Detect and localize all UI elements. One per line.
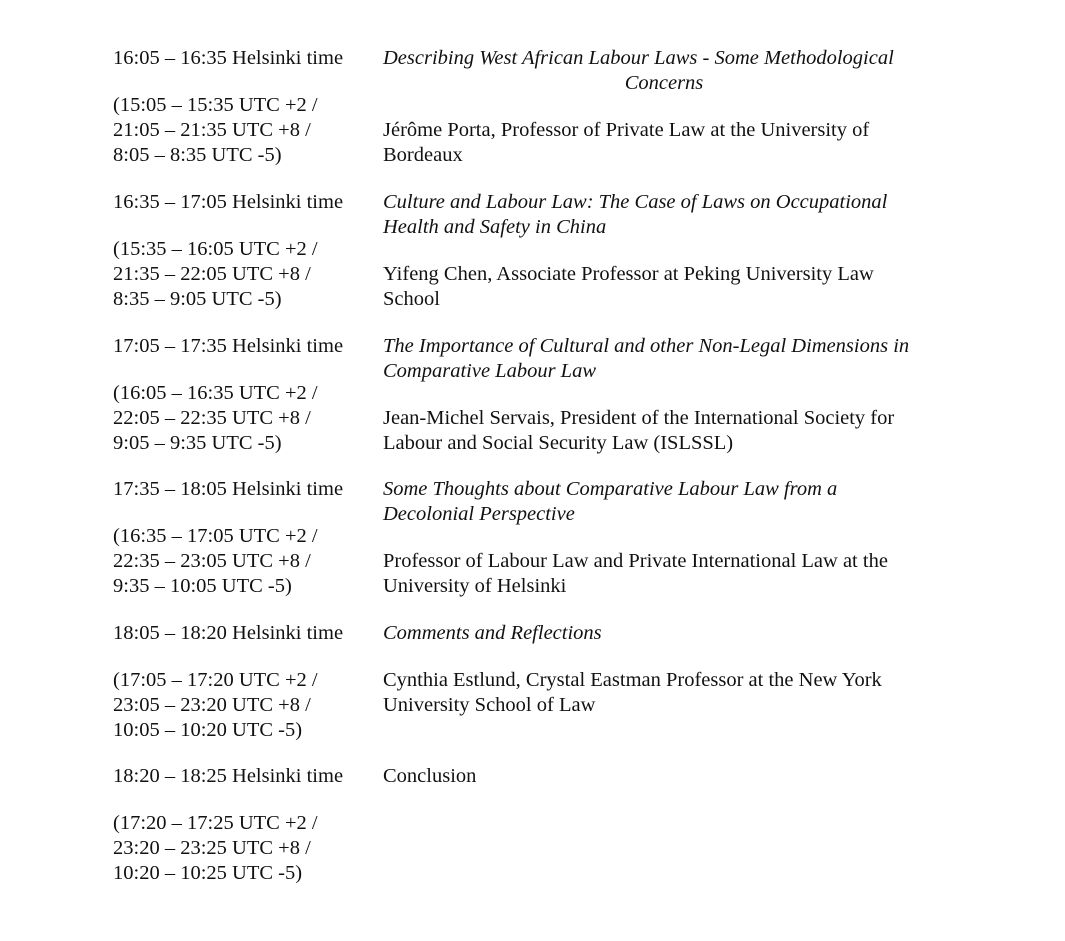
session-time: 17:35 – 18:05 Helsinki time: [113, 478, 344, 500]
session-title: Comments and Reflections: [383, 622, 602, 644]
session-time: 18:20 – 18:25 Helsinki time: [113, 765, 344, 787]
session-speaker-cont: Labour and Social Security Law (ISLSSL): [383, 432, 734, 454]
utc-line: (17:20 – 17:25 UTC +2 /: [113, 812, 318, 834]
session-time: 16:05 – 16:35 Helsinki time: [113, 47, 344, 69]
utc-line: 21:05 – 21:35 UTC +8 /: [113, 119, 311, 141]
session-title: Culture and Labour Law: The Case of Laws on Occupational: [383, 191, 888, 213]
utc-line: 10:20 – 10:25 UTC -5): [113, 862, 303, 884]
session-speaker: Jérôme Porta, Professor of Private Law at the University of: [383, 119, 870, 141]
session-title: Describing West African Labour Laws - Some Methodological: [383, 47, 894, 69]
session-title-cont: Comparative Labour Law: [383, 360, 596, 382]
session-speaker: Yifeng Chen, Associate Professor at Peking University Law: [383, 263, 874, 285]
session-time: 17:05 – 17:35 Helsinki time: [113, 335, 344, 357]
session-speaker-cont: University School of Law: [383, 694, 596, 716]
session-time: 18:05 – 18:20 Helsinki time: [113, 622, 344, 644]
utc-line: 10:05 – 10:20 UTC -5): [113, 719, 303, 741]
session-speaker-cont: University of Helsinki: [383, 575, 567, 597]
session-speaker-cont: Bordeaux: [383, 144, 463, 166]
utc-line: (17:05 – 17:20 UTC +2 /: [113, 669, 318, 691]
session-title-cont: Concerns: [624, 72, 704, 94]
session-title: Some Thoughts about Comparative Labour Law from a: [383, 478, 838, 500]
session-title: The Importance of Cultural and other Non-Legal Dimensions in: [383, 335, 910, 357]
session-speaker: Professor of Labour Law and Private International Law at the: [383, 550, 888, 572]
utc-line: 9:05 – 9:35 UTC -5): [113, 432, 282, 454]
utc-line: (15:05 – 15:35 UTC +2 /: [113, 94, 318, 116]
utc-line: 23:05 – 23:20 UTC +8 /: [113, 694, 311, 716]
utc-line: 23:20 – 23:25 UTC +8 /: [113, 837, 311, 859]
utc-line: 8:35 – 9:05 UTC -5): [113, 288, 282, 310]
session-speaker: Cynthia Estlund, Crystal Eastman Professor at the New York: [383, 669, 882, 691]
utc-line: 9:35 – 10:05 UTC -5): [113, 575, 292, 597]
utc-line: 21:35 – 22:05 UTC +8 /: [113, 263, 311, 285]
session-title: Conclusion: [383, 765, 477, 787]
session-title-cont: Decolonial Perspective: [383, 503, 575, 525]
utc-line: (16:05 – 16:35 UTC +2 /: [113, 382, 318, 404]
session-speaker-cont: School: [383, 288, 440, 310]
utc-line: 22:05 – 22:35 UTC +8 /: [113, 407, 311, 429]
session-time: 16:35 – 17:05 Helsinki time: [113, 191, 344, 213]
session-speaker: Jean-Michel Servais, President of the International Society for: [383, 407, 895, 429]
utc-line: (15:35 – 16:05 UTC +2 /: [113, 238, 318, 260]
utc-line: (16:35 – 17:05 UTC +2 /: [113, 525, 318, 547]
session-title-cont: Health and Safety in China: [383, 216, 607, 238]
utc-line: 8:05 – 8:35 UTC -5): [113, 144, 282, 166]
utc-line: 22:35 – 23:05 UTC +8 /: [113, 550, 311, 572]
